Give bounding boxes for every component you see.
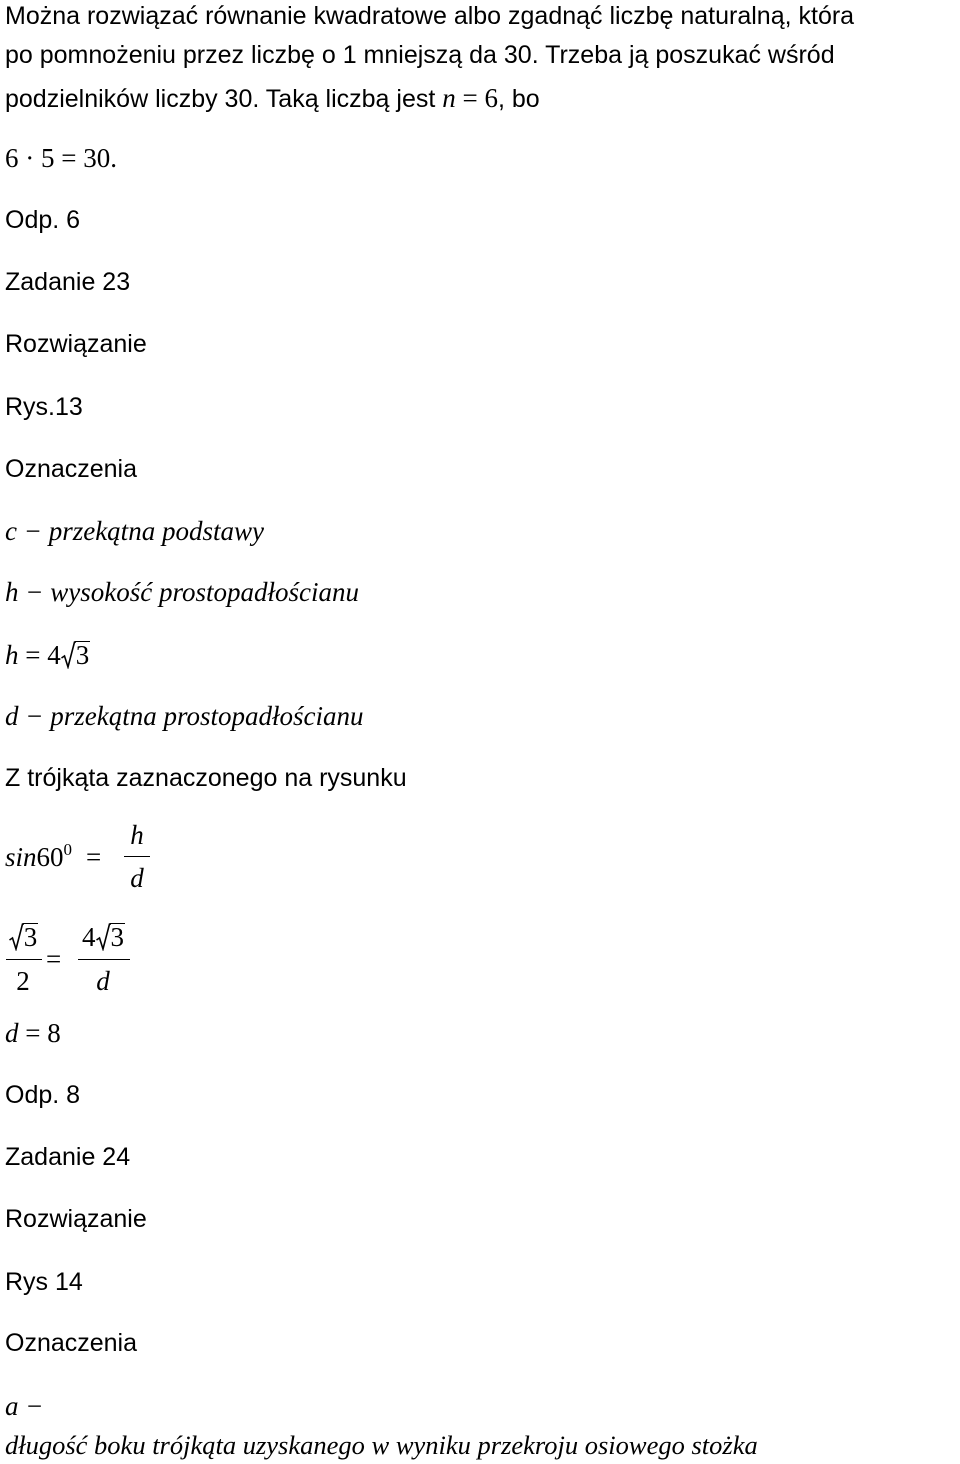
fraction-numerator (76, 922, 130, 952)
sin-equation-left (5, 842, 101, 872)
math-var-a: a (5, 1391, 19, 1421)
fraction-denominator: 2 (16, 966, 30, 996)
math-eq-8: = 8 (18, 1018, 61, 1048)
sqrt-3 (61, 640, 90, 670)
result-equation (5, 1018, 61, 1048)
math-var-h: h (5, 577, 19, 607)
notation-h-definition: − wysokość prostopadłościanu (18, 577, 359, 607)
paragraph-line-2: po pomnożeniu przez liczbę o 1 mniejszą da 30. Trzeba ją poszukać wśród (5, 41, 835, 69)
math-var-c: c (5, 516, 17, 546)
math-eq-4: = 4 (18, 640, 61, 670)
notation-a (5, 1391, 43, 1421)
notation-d-definition: − przekątna prostopadłościanu (18, 701, 364, 731)
math-var-n: n (442, 83, 456, 113)
fraction-h-over-d (122, 820, 152, 894)
math-product: 6 · 5 = 30. (5, 143, 117, 173)
math-var-d: d (5, 701, 19, 731)
math-var-d: d (5, 1018, 19, 1048)
h-value-equation (5, 640, 89, 670)
fraction-bar (124, 856, 150, 857)
fraction-numerator (4, 922, 42, 952)
sqrt-radicand: 3 (75, 640, 90, 670)
notation-c (5, 516, 264, 546)
fraction-bar (78, 959, 130, 960)
notation-a-dash: − (18, 1391, 44, 1421)
task-24-solution-label: Rozwiązanie (5, 1205, 147, 1233)
triangle-text: Z trójkąta zaznaczonego na rysunku (5, 764, 407, 792)
fraction-numerator: h (130, 820, 144, 850)
paragraph-line-3 (5, 83, 540, 114)
task-24-figure-ref: Rys 14 (5, 1268, 83, 1296)
paragraph-line-1: Można rozwiązać równanie kwadratowe albo zgadnąć liczbę naturalną, która (5, 2, 855, 30)
fraction-denominator: d (96, 966, 110, 996)
math-var-h: h (5, 640, 19, 670)
math-angle: 60 (36, 842, 64, 872)
answer-2: Odp. 8 (5, 1081, 81, 1109)
notation-d (5, 701, 363, 731)
notation-h (5, 577, 359, 607)
radical-sign-icon (9, 923, 24, 951)
sqrt-3 (96, 922, 125, 952)
math-coefficient: 4 (82, 922, 96, 952)
sqrt-radicand: 3 (110, 922, 124, 952)
fraction-4sqrt3-over-d (76, 922, 130, 998)
paragraph-line-3-text: podzielników liczby 30. Taką liczbą jest (5, 85, 443, 113)
sqrt-radicand: 3 (23, 922, 38, 952)
task-23-figure-ref: Rys.13 (5, 393, 83, 421)
task-24-title: Zadanie 24 (5, 1143, 131, 1171)
paragraph-line-3-tail: , bo (498, 85, 540, 113)
math-eq-6: = 6 (455, 83, 498, 113)
task-23-notation-heading: Oznaczenia (5, 455, 138, 483)
math-degree-exponent: 0 (63, 840, 73, 859)
fraction-bar (6, 959, 42, 960)
answer-1: Odp. 6 (5, 206, 81, 234)
math-fn-sin: sin (5, 842, 37, 872)
task-23-solution-label: Rozwiązanie (5, 330, 147, 358)
sqrt-3 (9, 922, 38, 952)
math-equals: = (46, 944, 62, 974)
radical-sign-icon (96, 923, 111, 951)
radical-sign-icon (61, 641, 76, 669)
math-equals: = (86, 842, 102, 872)
fraction-sqrt3-over-2 (4, 922, 42, 998)
task-23-title: Zadanie 23 (5, 268, 131, 296)
notation-c-definition: − przekątna podstawy (16, 516, 264, 546)
fraction-denominator: d (130, 863, 144, 893)
notation-a-definition: długość boku trójkąta uzyskanego w wyniku przekroju osiowego stożka (5, 1430, 758, 1460)
task-24-notation-heading: Oznaczenia (5, 1329, 138, 1357)
